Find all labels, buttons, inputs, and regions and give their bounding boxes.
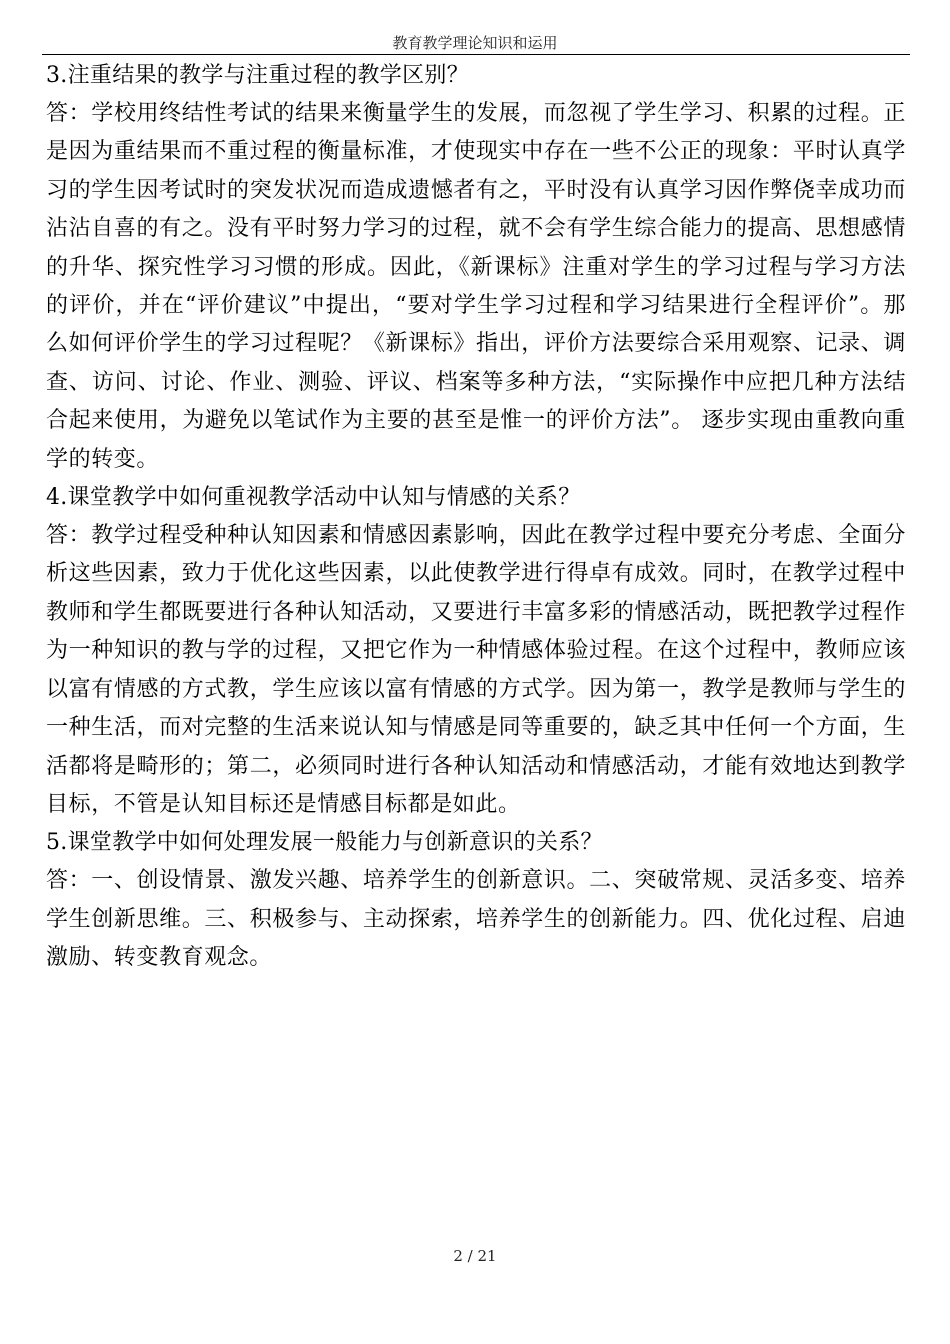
answer-4: 答：教学过程受种种认知因素和情感因素影响，因此在教学过程中要充分考虑、全面分析这些因素，致力于优化这些因素，以此使教学进行得卓有成效。同时，在教学过程中教师和学生都既要进行各种认知活动，又要进行丰富多彩的情感活动，既把教学过程作为一种知识的教与学的过程，又把它作为一种情感体验过程。在这个过程中，教师应该以富有情感的方式教，学生应该以富有情感的方式学。因为第一，教学是教师与学生的一种生活，而对完整的生活来说认知与情感是同等重要的，缺乏其中任何一个方面，生活都将是畸形的；第二，必须同时进行各种认知活动和情感活动，才能有效地达到教学目标，不管是认知目标还是情感目标都是如此。 xyxy=(46,523,906,817)
page-number: 2 / 21 xyxy=(453,1247,497,1265)
answer-3: 答：学校用终结性考试的结果来衡量学生的发展，而忽视了学生学习、积累的过程。正是因为重结果而不重过程的衡量标准，才使现实中存在一些不公正的现象：平时认真学习的学生因考试时的突发状况而造成遗憾者有之，平时没有认真学习因作弊侥幸成功而沾沾自喜的有之。没有平时努力学习的过程，就不会有学生综合能力的提高、思想感情的升华、探究性学习习惯的形成。因此，《新课标》注重对学生的学习过程与学习方法的评价，并在“评价建议”中提出，“要对学生学习过程和学习结果进行全程评价”。那么如何评价学生的学习过程呢？《新课标》指出，评价方法要综合采用观察、记录、调查、访问、讨论、作业、测验、评议、档案等多种方法，“实际操作中应把几种方法结合起来使用，为避免以笔试作为主要的甚至是惟一的评价方法”。 逐步实现由重教向重学的转变。 xyxy=(46,101,906,472)
running-header: 教育教学理论知识和运用 xyxy=(392,34,558,52)
document-body xyxy=(46,57,906,978)
question-4: 4.课堂教学中如何重视教学活动中认知与情感的关系？ xyxy=(46,485,581,511)
question-3: 3.注重结果的教学与注重过程的教学区别？ xyxy=(46,63,469,88)
header-divider xyxy=(42,54,910,55)
answer-5: 答：一、创设情景、激发兴趣、培养学生的创新意识。二、突破常规、灵活多变、培养学生创新思维。三、积极参与、主动探索，培养学生的创新能力。四、优化过程、启迪激励、转变教育观念。 xyxy=(46,868,906,971)
question-5: 5.课堂教学中如何处理发展一般能力与创新意识的关系？ xyxy=(46,830,603,856)
